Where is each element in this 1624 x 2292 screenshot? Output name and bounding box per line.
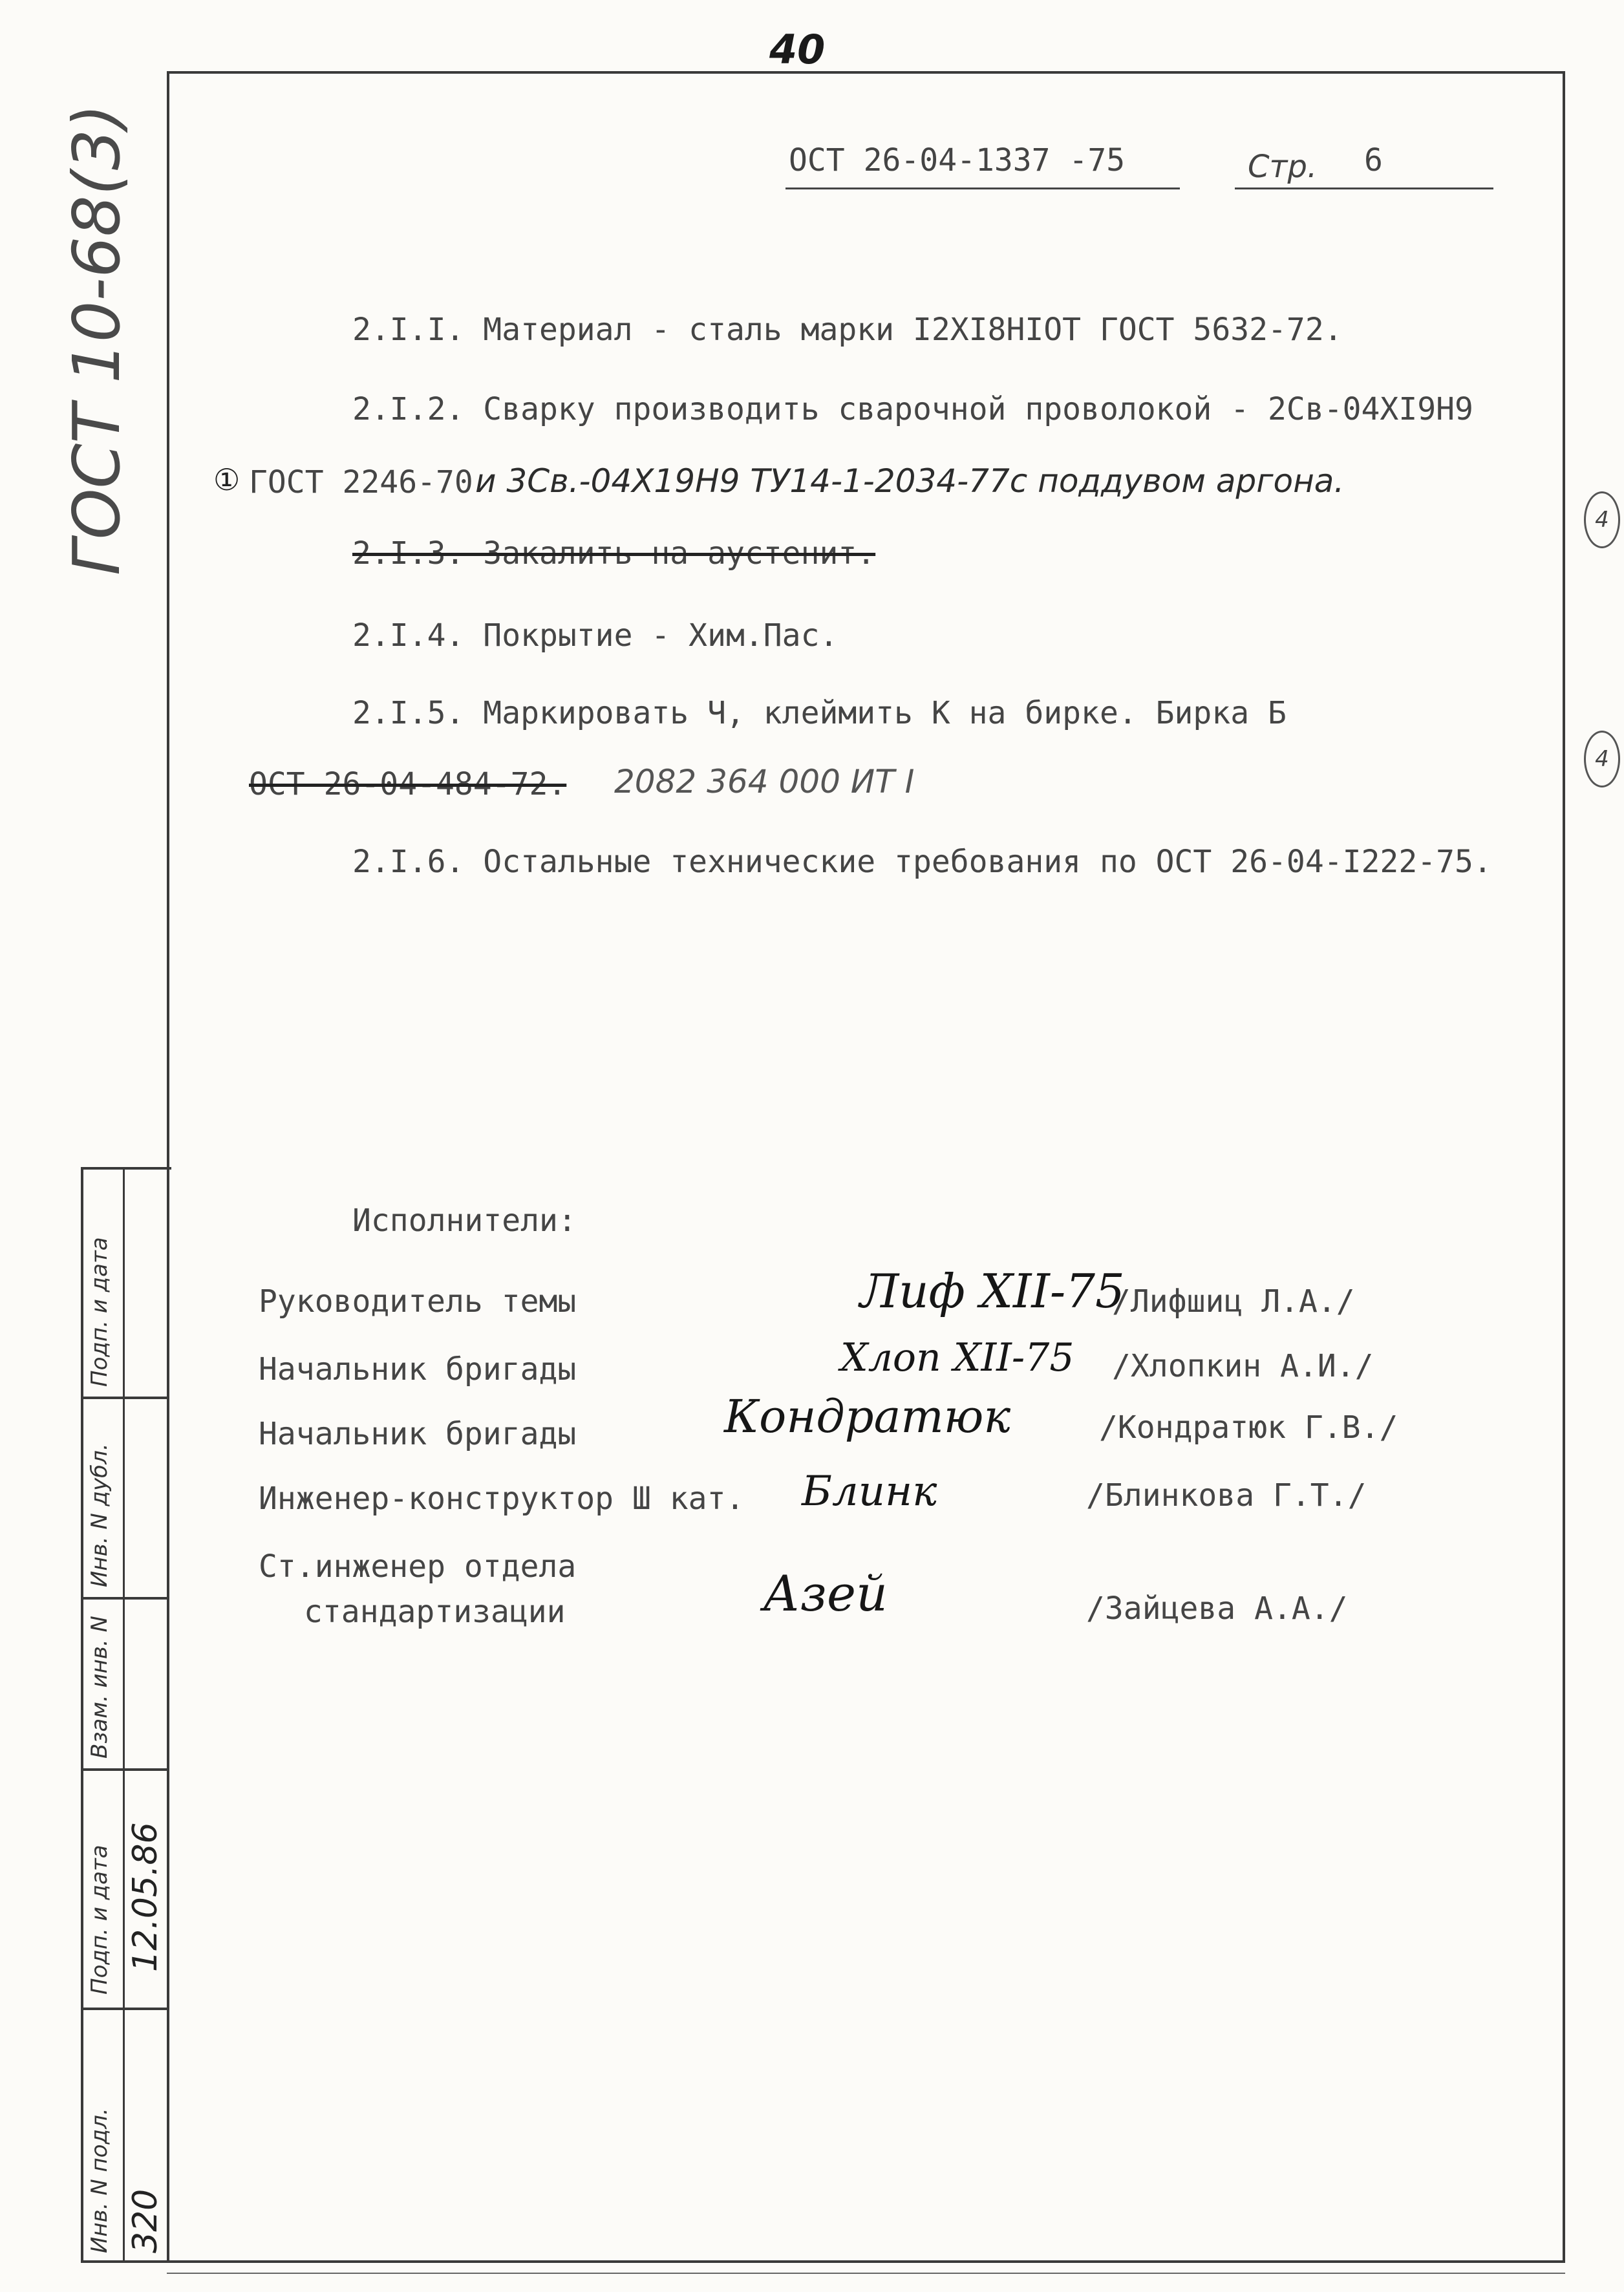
doc-code-underline (785, 187, 1180, 189)
page-value: 6 (1364, 142, 1383, 178)
page-underline (1235, 187, 1493, 189)
stamp-date-value: 12.05.86 (126, 1822, 165, 1972)
side-title: ГОСТ 10-68(3) (59, 103, 134, 575)
name-3: /Кондратюк Г.В./ (1099, 1409, 1398, 1446)
stamp-label-dup-inv: Инв. N дубл. (87, 1443, 112, 1587)
signature-4: Блинк (802, 1468, 937, 1516)
signature-5: Азей (763, 1565, 888, 1622)
stamp-label-orig-inv: Инв. N подл. (87, 2108, 112, 2253)
role-3: Начальник бригады (259, 1416, 577, 1452)
clause-2-1-5-handwritten: 2082 364 000 ИТ I (614, 763, 915, 800)
stamp-row-divider (81, 1597, 168, 1600)
clause-2-1-2-gost: ГОСТ 2246-70 (249, 464, 473, 500)
name-5: /Зайцева А.А./ (1086, 1590, 1348, 1627)
doc-code: ОСТ 26-04-1337 -75 (789, 142, 1126, 178)
signature-3: Кондратюк (724, 1390, 1011, 1443)
stamp-row-divider (81, 2008, 168, 2010)
page-label: Стр. (1248, 149, 1318, 185)
role-5: Ст.инженер отдела (259, 1548, 577, 1585)
change-mark: ① (213, 462, 240, 497)
stamp-inv-value: 320 (126, 2189, 165, 2253)
clause-2-1-2-handwritten: и 3Св.-04Х19Н9 ТУ14-1-2034-77с поддувом аргона. (475, 462, 1345, 500)
bottom-rule (167, 2273, 1565, 2274)
name-4: /Блинкова Г.Т./ (1086, 1477, 1367, 1514)
stamp-label-sign-date: Подп. и дата (87, 1845, 112, 1995)
name-1: /Лифшиц Л.А./ (1112, 1283, 1355, 1320)
role-5-line2: стандартизации (304, 1594, 566, 1630)
stamp-row-divider (81, 1397, 168, 1399)
clause-2-1-3-struck: 2.I.3. Закалить на аустенит. (352, 535, 876, 572)
clause-2-1-4: 2.I.4. Покрытие - Хим.Пас. (352, 617, 839, 654)
stamp-label-sign-date-top: Подп. и дата (87, 1237, 112, 1387)
stamp-column-divider (123, 1167, 125, 2263)
signature-1: Лиф XII-75 (860, 1264, 1125, 1318)
clause-2-1-1: 2.I.I. Материал - сталь марки I2XI8HIOT ГОСТ 5632-72. (352, 312, 1343, 348)
page-number: 40 (769, 26, 826, 73)
change-circle-2: 4 (1584, 731, 1620, 787)
stamp-label-replace-inv: Взам. инв. N (87, 1616, 112, 1759)
name-2: /Хлопкин А.И./ (1112, 1348, 1374, 1384)
role-4: Инженер-конструктор Ш кат. (259, 1481, 745, 1517)
signature-2: Хлоп XII-75 (840, 1335, 1074, 1380)
performers-heading: Исполнители: (352, 1203, 577, 1239)
clause-2-1-6: 2.I.6. Остальные технические требования по ОСТ 26-04-I222-75. (352, 844, 1492, 880)
role-2: Начальник бригады (259, 1351, 577, 1387)
clause-2-1-2: 2.I.2. Сварку производить сварочной проволокой - 2Св-04XI9H9 (352, 391, 1473, 427)
change-circle-1: 4 (1584, 491, 1620, 548)
clause-2-1-5: 2.I.5. Маркировать Ч, клеймить К на бирке. Бирка Б (352, 695, 1287, 731)
role-1: Руководитель темы (259, 1283, 577, 1320)
stamp-row-divider (81, 1768, 168, 1771)
clause-2-1-5-struck: ОСТ 26-04-484-72. (249, 766, 567, 802)
